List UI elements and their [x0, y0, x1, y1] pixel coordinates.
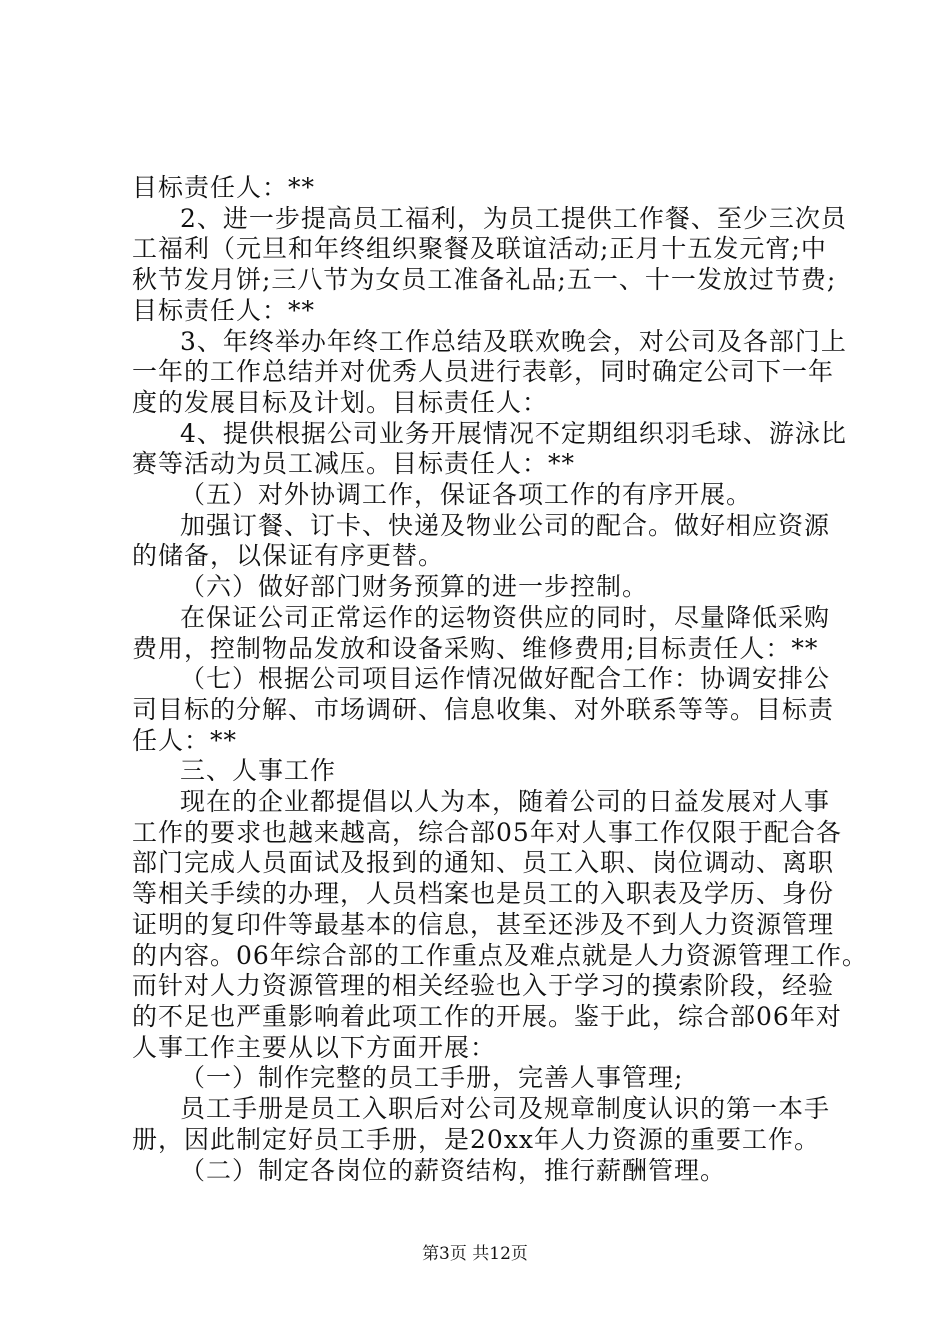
text-line: 目标责任人：**	[132, 295, 316, 325]
text-line: 三、人事工作	[180, 756, 337, 786]
text-line: 加强订餐、订卡、快递及物业公司的配合。做好相应资源	[180, 510, 831, 540]
text-line: 2、进一步提高员工福利，为员工提供工作餐、至少三次员	[180, 203, 847, 233]
text-line: 司目标的分解、市场调研、信息收集、对外联系等等。目标责	[132, 694, 835, 724]
document-body	[132, 173, 868, 1186]
text-line: 部门完成人员面试及报到的通知、员工入职、岗位调动、离职	[132, 848, 835, 878]
text-line: 3、年终举办年终工作总结及联欢晚会，对公司及各部门上	[180, 326, 847, 356]
text-line: 员工手册是员工入职后对公司及规章制度认识的第一本手	[180, 1094, 831, 1124]
text-line: （二）制定各岗位的薪资结构，推行薪酬管理。	[180, 1155, 727, 1185]
text-line: 任人：**	[132, 725, 238, 755]
text-line: （一）制作完整的员工手册，完善人事管理;	[180, 1063, 684, 1093]
page-number-label: 第3页 共12页	[422, 1244, 528, 1264]
page-footer	[0, 1244, 950, 1264]
text-line: 目标责任人：**	[132, 173, 316, 202]
text-line: 赛等活动为员工减压。目标责任人：**	[132, 449, 576, 479]
text-line: 证明的复印件等最基本的信息，甚至还涉及不到人力资源管理	[132, 909, 835, 939]
text-line: 度的发展目标及计划。目标责任人：	[132, 387, 549, 417]
text-line: 的储备，以保证有序更替。	[132, 541, 445, 571]
text-line: 的不足也严重影响着此项工作的开展。鉴于此，综合部06年对	[132, 1001, 842, 1031]
text-line: 人事工作主要从以下方面开展：	[132, 1032, 497, 1062]
text-line: 现在的企业都提倡以人为本，随着公司的日益发展对人事	[180, 787, 831, 817]
text-line: 而针对人力资源管理的相关经验也入于学习的摸索阶段，经验	[132, 971, 835, 1001]
text-line: （五）对外协调工作，保证各项工作的有序开展。	[180, 480, 753, 510]
text-line: 工福利（元旦和年终组织聚餐及联谊活动;正月十五发元宵;中	[132, 234, 827, 264]
text-line: 费用，控制物品发放和设备采购、维修费用;目标责任人：**	[132, 633, 819, 663]
text-line: （六）做好部门财务预算的进一步控制。	[180, 572, 649, 602]
text-line: 册，因此制定好员工手册，是20xx年人力资源的重要工作。	[132, 1124, 821, 1154]
text-line: 秋节发月饼;三八节为女员工准备礼品;五一、十一发放过节费;	[132, 265, 837, 295]
text-line: （七）根据公司项目运作情况做好配合工作：协调安排公	[180, 664, 831, 694]
text-line: 在保证公司正常运作的运物资供应的同时，尽量降低采购	[180, 602, 831, 632]
text-line: 工作的要求也越来越高，综合部05年对人事工作仅限于配合各	[132, 817, 842, 847]
text-line: 的内容。06年综合部的工作重点及难点就是人力资源管理工作。	[132, 940, 868, 970]
text-line: 4、提供根据公司业务开展情况不定期组织羽毛球、游泳比	[180, 418, 847, 448]
text-line: 一年的工作总结并对优秀人员进行表彰，同时确定公司下一年	[132, 357, 835, 387]
text-line: 等相关手续的办理，人员档案也是员工的入职表及学历、身份	[132, 879, 835, 909]
